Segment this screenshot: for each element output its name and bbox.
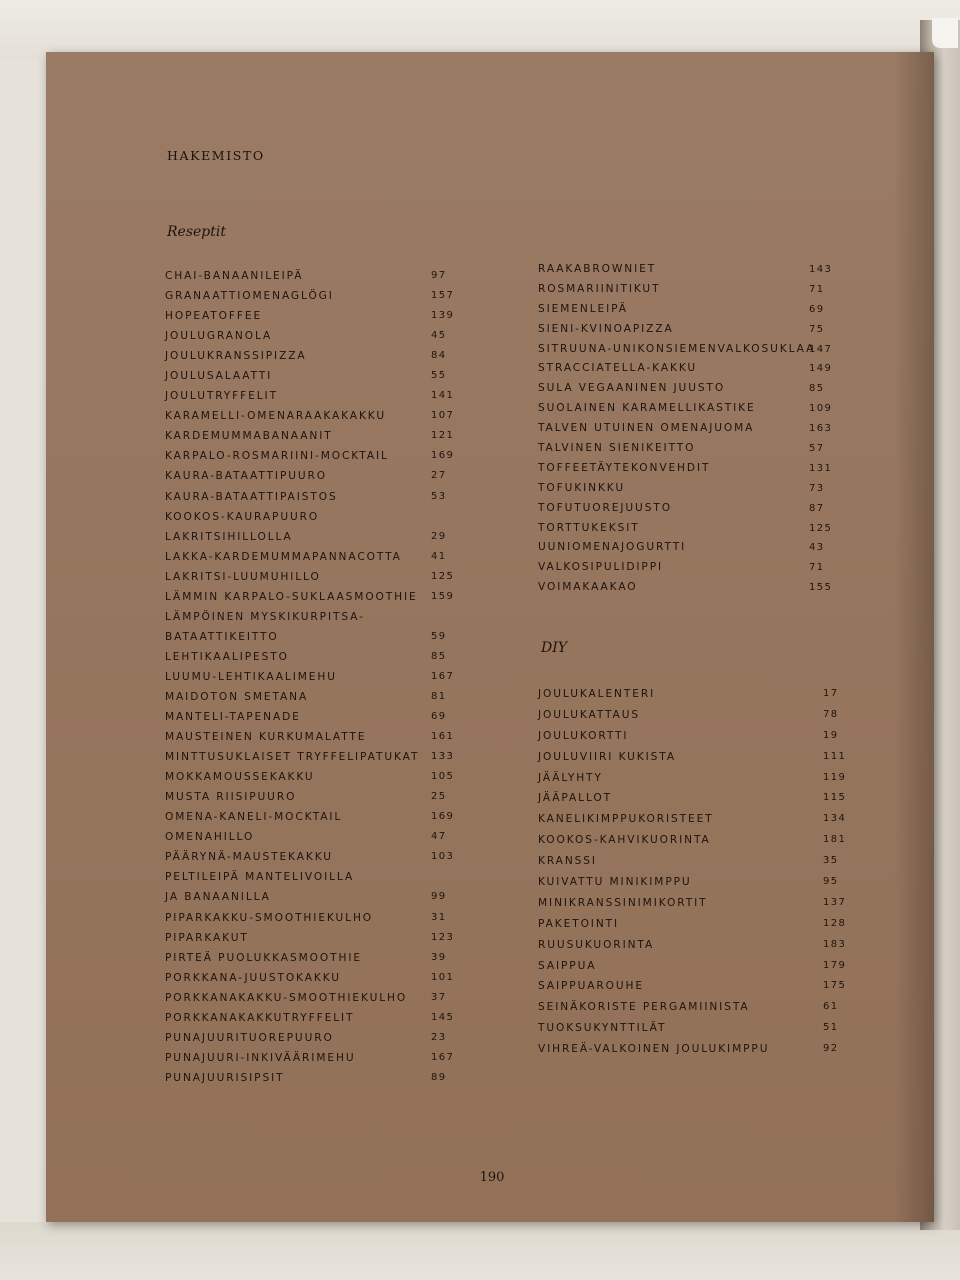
entry-page-number: 145 <box>431 1011 455 1023</box>
entry-name: RAAKABROWNIET <box>538 263 657 275</box>
entry-name: RUUSUKUORINTA <box>538 938 655 951</box>
page-corner <box>932 18 958 48</box>
entry-name: UUNIOMENAJOGURTTI <box>538 541 687 554</box>
entry-name: MINIKRANSSINIMIKORTIT <box>538 896 708 909</box>
index-entry <box>538 768 847 789</box>
index-entry <box>538 439 838 459</box>
entry-page-number: 103 <box>431 851 455 863</box>
entry-page-number: 169 <box>431 450 455 462</box>
index-entry <box>165 647 465 667</box>
entry-name: KARDEMUMMABANAANIT <box>165 430 333 443</box>
index-entry <box>538 726 838 747</box>
entry-name: LÄMPÖINEN MYSKIKURPITSA- <box>165 610 365 623</box>
entry-name: JA BANAANILLA <box>165 891 271 904</box>
entry-page-number: 121 <box>431 430 455 442</box>
index-entry <box>165 507 465 527</box>
entry-page-number: 51 <box>823 1022 839 1034</box>
page-title: HAKEMISTO <box>167 148 265 163</box>
entry-page-number: 175 <box>823 980 847 992</box>
entry-page-number: 45 <box>431 330 447 342</box>
entry-page-number: 147 <box>809 343 833 355</box>
index-entry <box>165 727 465 747</box>
entry-page-number: 47 <box>431 831 447 843</box>
entry-name: MAUSTEINEN KURKUMALATTE <box>165 731 367 744</box>
entry-name: LEHTIKAALIPESTO <box>165 650 289 663</box>
index-entry <box>165 1008 465 1028</box>
entry-name: JOULUKORTTI <box>538 729 629 742</box>
diy-list <box>538 684 847 1060</box>
entry-page-number: 59 <box>431 630 447 642</box>
entry-name: SAIPPUAROUHE <box>538 980 644 993</box>
index-entry <box>538 705 838 726</box>
index-entry <box>165 346 465 366</box>
entry-name: TALVINEN SIENIKEITTO <box>538 442 696 455</box>
entry-name: PORKKANA-JUUSTOKAKKU <box>165 971 341 984</box>
index-entry <box>538 578 838 598</box>
index-entry <box>165 487 465 507</box>
index-entry <box>165 366 465 386</box>
entry-name: SULA VEGAANINEN JUUSTO <box>538 382 726 395</box>
entry-page-number: 75 <box>809 323 825 335</box>
entry-page-number: 131 <box>809 462 833 474</box>
entry-page-number: 137 <box>823 896 847 908</box>
entry-page-number: 71 <box>809 283 825 295</box>
entry-page-number: 115 <box>823 792 847 804</box>
entry-name: JÄÄLYHTY <box>538 771 603 784</box>
entry-name: MANTELI-TAPENADE <box>165 711 301 724</box>
entry-name: VIHREÄ-VALKOINEN JOULUKIMPPU <box>538 1043 770 1056</box>
entry-page-number: 95 <box>823 876 839 888</box>
entry-name: HOPEATOFFEE <box>165 310 263 323</box>
index-entry <box>165 466 465 486</box>
entry-page-number: 81 <box>431 690 447 702</box>
index-entry <box>538 956 847 977</box>
index-entry <box>538 479 838 499</box>
entry-page-number: 119 <box>823 771 847 783</box>
entry-page-number: 161 <box>431 731 455 743</box>
index-entry <box>165 807 465 827</box>
index-entry <box>538 419 838 439</box>
entry-name: KOOKOS-KAHVIKUORINTA <box>538 834 711 847</box>
entry-page-number: 169 <box>431 811 455 823</box>
index-entry <box>165 787 465 807</box>
entry-page-number: 149 <box>809 363 833 375</box>
index-entry <box>165 326 465 346</box>
entry-page-number: 183 <box>823 938 847 950</box>
entry-name: KAURA-BATAATTIPAISTOS <box>165 490 338 503</box>
entry-name: KARPALO-ROSMARIINI-MOCKTAIL <box>165 450 389 463</box>
entry-page-number: 53 <box>431 490 447 502</box>
index-entry <box>165 587 465 607</box>
entry-name: JOULUVIIRI KUKISTA <box>538 750 677 763</box>
entry-name: GRANAATTIOMENAGLÖGI <box>165 290 334 303</box>
entry-name: CHAI-BANAANILEIPÄ <box>165 270 304 282</box>
entry-page-number: 109 <box>809 403 833 415</box>
entry-page-number: 101 <box>431 971 455 983</box>
entry-name: LÄMMIN KARPALO-SUKLAASMOOTHIE <box>165 590 418 603</box>
entry-name: KUIVATTU MINIKIMPPU <box>538 876 692 889</box>
entry-name: PAKETOINTI <box>538 917 620 930</box>
index-entry <box>538 280 838 300</box>
entry-page-number: 27 <box>431 470 447 482</box>
entry-page-number: 159 <box>431 590 455 602</box>
entry-name: JOULUKALENTERI <box>538 688 656 700</box>
entry-page-number: 157 <box>431 290 455 302</box>
entry-page-number: 128 <box>823 917 847 929</box>
entry-name: SIENI-KVINOAPIZZA <box>538 322 674 335</box>
index-entry <box>538 997 838 1018</box>
entry-page-number: 61 <box>823 1001 839 1013</box>
entry-name: JOULUGRANOLA <box>165 330 273 343</box>
entry-page-number: 123 <box>431 931 455 943</box>
index-entry <box>538 684 838 705</box>
index-entry <box>165 567 465 587</box>
entry-name: JOULUKATTAUS <box>538 708 640 721</box>
index-entry <box>165 266 465 286</box>
entry-page-number: 99 <box>431 891 447 903</box>
recipes-list-column-2 <box>538 260 838 598</box>
entry-name: SITRUUNA-UNIKONSIEMENVALKOSUKLAA <box>538 342 816 355</box>
entry-name: SEINÄKORISTE PERGAMIINISTA <box>538 1001 750 1014</box>
entry-name: SIEMENLEIPÄ <box>538 302 628 315</box>
entry-name: KANELIKIMPPUKORISTEET <box>538 813 714 826</box>
entry-name: JOULUKRANSSIPIZZA <box>165 350 307 363</box>
background-surface <box>0 0 960 60</box>
entry-name: PUNAJUURI-INKIVÄÄRIMEHU <box>165 1051 356 1064</box>
entry-page-number: 29 <box>431 530 447 542</box>
entry-page-number: 37 <box>431 991 447 1003</box>
entry-name: TORTTUKEKSIT <box>538 521 640 534</box>
index-entry <box>538 379 838 399</box>
entry-page-number: 23 <box>431 1031 447 1043</box>
index-entry <box>538 300 838 320</box>
index-entry <box>538 399 838 419</box>
index-entry <box>165 627 465 647</box>
index-entry <box>165 547 465 567</box>
index-entry <box>538 1018 838 1039</box>
index-entry <box>538 872 838 893</box>
entry-name: PORKKANAKAKKU-SMOOTHIEKULHO <box>165 991 408 1004</box>
entry-page-number: 87 <box>809 502 825 514</box>
index-entry <box>165 1048 465 1068</box>
entry-name: TOFFEETÄYTEKONVEHDIT <box>538 461 711 474</box>
index-entry <box>165 386 465 406</box>
index-entry <box>165 928 465 948</box>
index-entry <box>538 809 847 830</box>
entry-name: TUOKSUKYNTTILÄT <box>538 1022 667 1035</box>
entry-name: MAIDOTON SMETANA <box>165 690 309 703</box>
entry-name: KAURA-BATAATTIPUURO <box>165 470 328 483</box>
entry-name: KRANSSI <box>538 855 597 868</box>
entry-page-number: 25 <box>431 791 447 803</box>
index-entry <box>165 1068 465 1088</box>
entry-page-number: 39 <box>431 951 447 963</box>
entry-page-number: 92 <box>823 1043 839 1055</box>
index-entry <box>165 707 465 727</box>
entry-page-number: 125 <box>809 522 833 534</box>
entry-name: SAIPPUA <box>538 959 597 972</box>
index-entry <box>165 667 465 687</box>
entry-page-number: 163 <box>809 423 833 435</box>
entry-name: LAKRITSIHILLOLLA <box>165 530 293 543</box>
index-entry <box>538 1039 838 1060</box>
entry-page-number: 107 <box>431 410 455 422</box>
index-entry <box>538 260 838 280</box>
index-entry <box>538 914 847 935</box>
index-entry <box>165 847 465 867</box>
entry-page-number: 167 <box>431 670 455 682</box>
entry-page-number: 167 <box>431 1051 455 1063</box>
entry-name: JOULUSALAATTI <box>165 370 273 383</box>
entry-name: PIPARKAKKU-SMOOTHIEKULHO <box>165 911 374 924</box>
entry-page-number: 57 <box>809 443 825 455</box>
index-entry <box>538 893 847 914</box>
entry-name: KARAMELLI-OMENARAAKAKAKKU <box>165 410 387 423</box>
index-entry <box>538 340 838 360</box>
entry-name: TOFUKINKKU <box>538 481 626 494</box>
entry-page-number: 73 <box>809 482 825 494</box>
entry-page-number: 69 <box>431 711 447 723</box>
entry-page-number: 69 <box>809 303 825 315</box>
entry-page-number: 105 <box>431 771 455 783</box>
index-entry <box>538 558 838 578</box>
index-entry <box>538 747 847 768</box>
entry-page-number: 71 <box>809 562 825 574</box>
entry-name: PÄÄRYNÄ-MAUSTEKAKKU <box>165 851 333 864</box>
index-entry <box>165 446 465 466</box>
entry-page-number: 55 <box>431 370 447 382</box>
entry-page-number: 89 <box>431 1071 447 1083</box>
index-entry <box>538 459 838 479</box>
entry-page-number: 41 <box>431 550 447 562</box>
entry-name: LAKRITSI-LUUMUHILLO <box>165 570 321 583</box>
entry-name: SUOLAINEN KARAMELLIKASTIKE <box>538 402 756 415</box>
index-entry <box>538 976 847 997</box>
entry-page-number: 139 <box>431 310 455 322</box>
index-entry <box>538 935 847 956</box>
entry-name: PORKKANAKAKKUTRYFFELIT <box>165 1011 355 1024</box>
entry-page-number: 133 <box>431 751 455 763</box>
entry-page-number: 43 <box>809 542 825 554</box>
index-entry <box>165 406 465 426</box>
entry-name: PIPARKAKUT <box>165 931 249 944</box>
entry-name: MUSTA RIISIPUURO <box>165 791 297 804</box>
index-entry <box>538 519 838 539</box>
entry-name: TOFUTUOREJUUSTO <box>538 501 672 514</box>
index-entry <box>165 687 465 707</box>
index-entry <box>165 948 465 968</box>
entry-name: PELTILEIPÄ MANTELIVOILLA <box>165 871 355 884</box>
entry-page-number: 19 <box>823 729 839 741</box>
index-entry <box>165 968 465 988</box>
entry-page-number: 141 <box>431 390 455 402</box>
index-entry <box>165 607 465 627</box>
entry-page-number: 179 <box>823 959 847 971</box>
entry-name: OMENAHILLO <box>165 831 255 844</box>
entry-name: VOIMAKAAKAO <box>538 581 638 594</box>
index-entry <box>538 538 838 558</box>
index-entry <box>165 827 465 847</box>
entry-page-number: 143 <box>809 264 833 275</box>
entry-name: ROSMARIINITIKUT <box>538 282 661 295</box>
entry-name: OMENA-KANELI-MOCKTAIL <box>165 811 343 824</box>
entry-page-number: 31 <box>431 911 447 923</box>
index-entry <box>165 747 465 767</box>
entry-name: LAKKA-KARDEMUMMAPANNACOTTA <box>165 550 402 563</box>
entry-name: MOKKAMOUSSEKAKKU <box>165 771 315 784</box>
entry-name: JOULUTRYFFELIT <box>165 390 278 403</box>
index-entry <box>165 1028 465 1048</box>
entry-page-number: 134 <box>823 813 847 825</box>
index-entry <box>538 788 847 809</box>
index-entry <box>165 527 465 547</box>
index-entry <box>165 286 465 306</box>
page-number: 190 <box>479 1170 505 1185</box>
index-entry <box>165 867 465 887</box>
entry-name: PUNAJUURISIPSIT <box>165 1071 285 1084</box>
entry-name: PIRTEÄ PUOLUKKASMOOTHIE <box>165 951 362 964</box>
recipes-list-column-1 <box>165 266 465 1088</box>
entry-page-number: 85 <box>431 650 447 662</box>
entry-page-number: 84 <box>431 350 447 362</box>
entry-page-number: 181 <box>823 834 847 846</box>
entry-page-number: 85 <box>809 383 825 395</box>
index-entry <box>538 830 847 851</box>
index-entry <box>165 426 465 446</box>
entry-page-number: 155 <box>809 582 833 594</box>
entry-page-number: 111 <box>823 750 847 762</box>
entry-page-number: 125 <box>431 570 455 582</box>
index-entry <box>165 887 465 907</box>
entry-name: VALKOSIPULIDIPPI <box>538 561 664 574</box>
index-entry <box>538 320 838 340</box>
entry-name: STRACCIATELLA-KAKKU <box>538 362 698 375</box>
index-entry <box>165 908 465 928</box>
index-entry <box>538 499 838 519</box>
diy-heading: DIY <box>541 640 567 656</box>
index-entry <box>165 767 465 787</box>
entry-name: JÄÄPALLOT <box>538 792 613 805</box>
entry-page-number: 17 <box>823 688 839 699</box>
entry-page-number: 78 <box>823 708 839 720</box>
entry-name: LUUMU-LEHTIKAALIMEHU <box>165 670 337 683</box>
index-entry <box>165 988 465 1008</box>
entry-name: KOOKOS-KAURAPUURO <box>165 510 320 523</box>
entry-name: MINTTUSUKLAISET TRYFFELIPATUKAT <box>165 751 420 764</box>
index-page <box>46 52 934 1222</box>
entry-name: PUNAJUURITUOREPUURO <box>165 1031 334 1044</box>
page-shadow <box>894 52 934 1222</box>
entry-name: TALVEN UTUINEN OMENAJUOMA <box>538 422 755 435</box>
entry-page-number: 35 <box>823 855 839 867</box>
index-entry <box>538 851 838 872</box>
index-entry <box>538 359 838 379</box>
recipes-heading: Reseptit <box>167 224 226 240</box>
entry-name: BATAATTIKEITTO <box>165 630 279 643</box>
entry-page-number: 97 <box>431 270 447 281</box>
index-entry <box>165 306 465 326</box>
table-surface <box>0 1222 960 1280</box>
